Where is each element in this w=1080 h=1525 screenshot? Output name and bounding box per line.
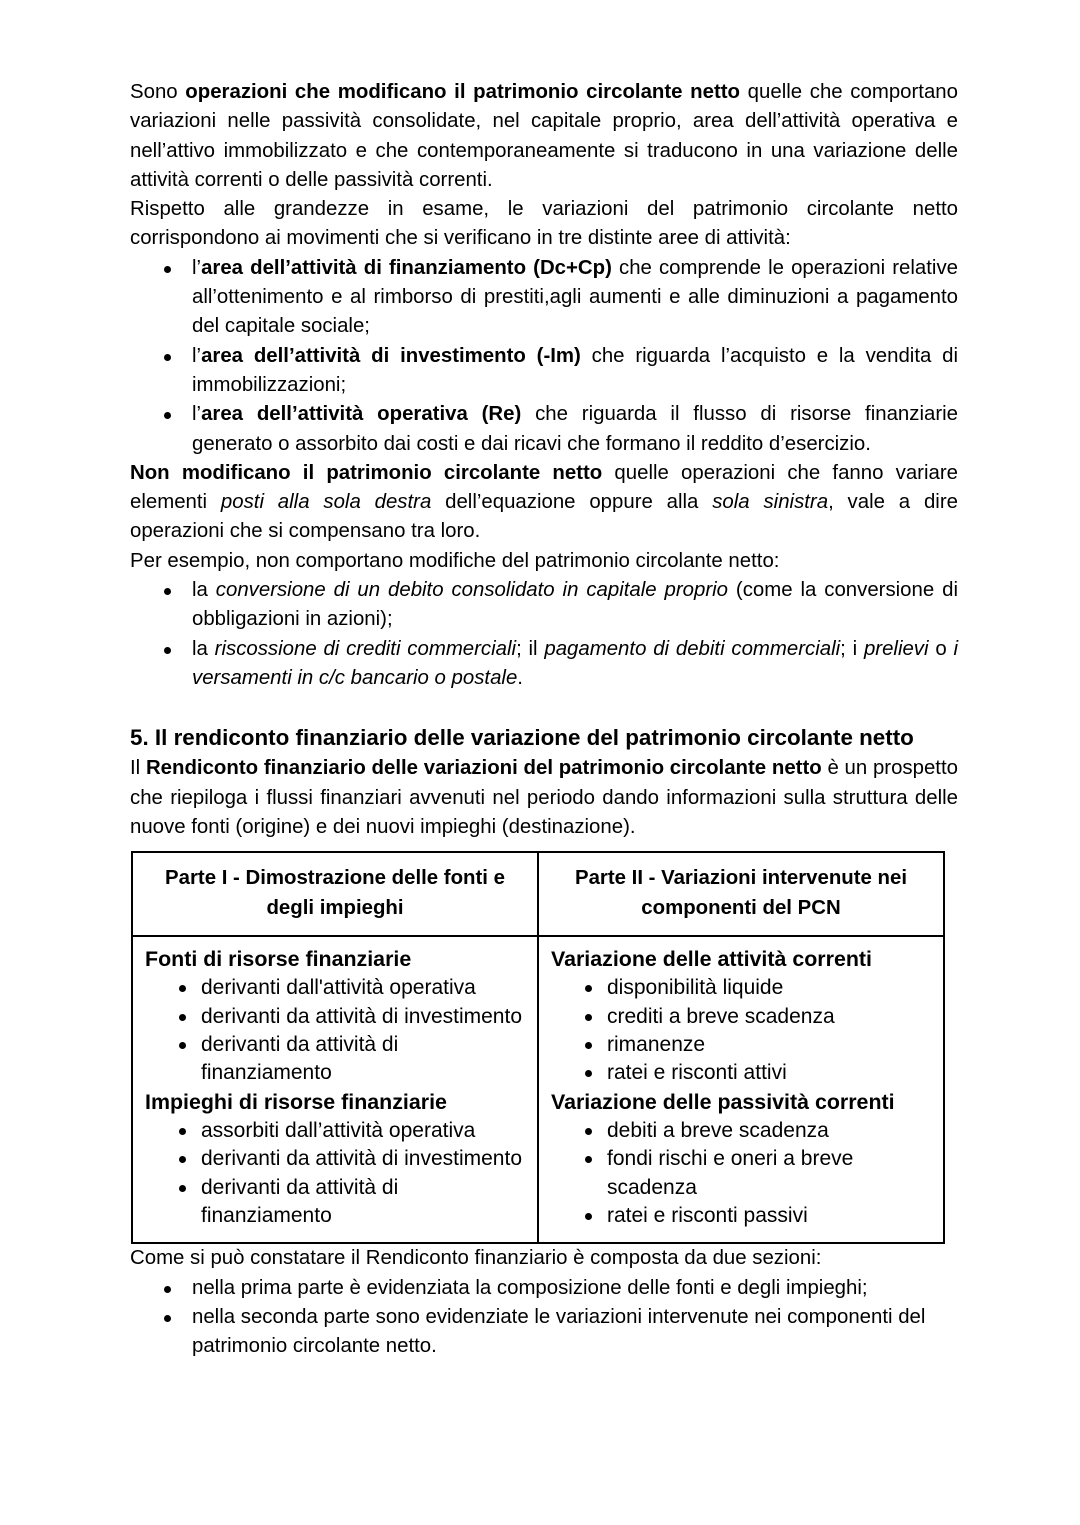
item-lead: l’ — [192, 344, 202, 367]
paragraph-seg2: dell’equazione oppure alla — [431, 491, 713, 514]
list-item: nella seconda parte sono evidenziate le variazioni intervenute nei componenti del patrimonio circolante netto. — [130, 1303, 958, 1362]
heading-number: 5. — [130, 725, 149, 751]
item-italic-prelievi: prelievi — [863, 637, 929, 660]
paragraph-lead: Sono — [130, 81, 186, 103]
paragraph-definizione-rendiconto — [130, 754, 958, 842]
list-item: derivanti dall'attività operativa — [143, 974, 527, 1002]
table-head — [132, 852, 944, 936]
paragraph-bold-term: Rendiconto finanziario delle variazioni del patrimonio circolante netto — [145, 757, 822, 780]
item-bold: area dell’attività di investimento (-Im) — [201, 344, 581, 367]
cell-group-title-fonti: Fonti di risorse finanziarie — [145, 947, 412, 972]
item-mid2: ; i — [840, 637, 864, 660]
table-cell-parte-i — [132, 936, 538, 1243]
list-item: derivanti da attività di investimento — [143, 1145, 527, 1173]
paragraph-bold-term: Non modificano il patrimonio circolante netto — [130, 461, 603, 484]
areas-list — [130, 254, 958, 459]
list-item: crediti a breve scadenza — [549, 1003, 933, 1031]
item-mid3: o — [928, 637, 954, 660]
cell-group-title-attivita-correnti: Variazione delle attività correnti — [551, 947, 872, 972]
item-mid1: ; il — [516, 637, 545, 660]
pcn-table — [131, 851, 945, 1244]
heading-text: Il rendiconto finanziario delle variazione del patrimonio circolante netto — [154, 725, 914, 751]
list-item: derivanti da attività di finanziamento — [143, 1174, 527, 1231]
item-rest: (come la conversione di obbligazioni in azioni); — [192, 579, 958, 631]
list-item: derivanti da attività di finanziamento — [143, 1031, 527, 1088]
paragraph-operazioni-modificano — [130, 78, 958, 195]
paragraph-lead: Il — [130, 757, 146, 780]
item-lead: la — [192, 579, 216, 602]
paragraph-rispetto-grandezze: Rispetto alle grandezze in esame, le variazioni del patrimonio circolante netto corrispondono ai movimenti che si verificano in tre distinte aree di attività: — [130, 198, 958, 250]
paragraph-non-modificano — [130, 459, 958, 547]
list-item — [130, 400, 958, 459]
list-item: ratei e risconti passivi — [549, 1202, 933, 1230]
conclusion-list — [130, 1274, 958, 1362]
item-rest: che comprende le operazioni relative all’ottenimento e al rimborso di prestiti,agli aumenti e alle diminuzioni a pagamento del capitale sociale; — [192, 256, 958, 338]
item-bold: area dell’attività di finanziamento (Dc+Cp) — [201, 256, 612, 279]
list-item: disponibilità liquide — [549, 974, 933, 1002]
cell-group-title-impieghi: Impieghi di risorse finanziarie — [145, 1089, 447, 1114]
item-lead: l’ — [192, 403, 202, 426]
list-item — [130, 635, 958, 694]
table-header-parte-i: Parte I - Dimostrazione delle fonti e degli impieghi — [132, 852, 538, 936]
paragraph-per-esempio: Per esempio, non comportano modifiche del patrimonio circolante netto: — [130, 549, 780, 572]
list-item: ratei e risconti attivi — [549, 1059, 933, 1087]
item-lead: l’ — [192, 256, 202, 279]
paragraph-italic-sinistra: sola sinistra — [712, 491, 829, 514]
list-item: fondi rischi e oneri a breve scadenza — [549, 1145, 933, 1202]
table-header-row — [132, 852, 944, 936]
paragraph-seg3: , vale a dire operazioni che si compensano tra loro. — [130, 491, 958, 543]
item-rest: che riguarda il flusso di risorse finanziarie generato o assorbito dai costi e dai ricavi che formano il reddito d’esercizio. — [192, 403, 959, 455]
item-italic-pagamento: pagamento di debiti commerciali — [544, 637, 841, 660]
list-item — [130, 576, 958, 635]
paragraph-bold-term: operazioni che modificano il patrimonio circolante netto — [185, 81, 740, 103]
list-item — [130, 342, 958, 401]
passivita-correnti-list — [549, 1117, 933, 1231]
item-italic: conversione di un debito consolidato in capitale proprio — [215, 579, 728, 602]
cell-group-title-passivita-correnti: Variazione delle passività correnti — [551, 1089, 895, 1114]
item-rest: che riguarda l’acquisto e la vendita di immobilizzazioni; — [192, 344, 959, 396]
list-item — [130, 254, 958, 342]
list-item: nella prima parte è evidenziata la composizione delle fonti e degli impieghi; — [130, 1274, 958, 1303]
impieghi-list — [143, 1117, 527, 1231]
item-lead: la — [192, 637, 215, 660]
paragraph-seg1: quelle operazioni che fanno variare elementi — [130, 461, 958, 514]
paragraph-italic-destra: posti alla sola destra — [220, 491, 432, 514]
table-header-parte-ii: Parte II - Variazioni intervenute nei componenti del PCN — [538, 852, 944, 936]
list-item: derivanti da attività di investimento — [143, 1003, 527, 1031]
table-cell-parte-ii — [538, 936, 944, 1243]
table-row — [132, 936, 944, 1243]
item-italic-riscossione: riscossione di crediti commerciali — [214, 637, 517, 660]
list-item: debiti a breve scadenza — [549, 1117, 933, 1145]
fonti-list — [143, 974, 527, 1088]
table-body — [132, 936, 944, 1243]
item-tail: . — [517, 666, 523, 689]
paragraph-conclusione: Come si può constatare il Rendiconto finanziario è composta da due sezioni: — [130, 1247, 822, 1270]
item-bold: area dell’attività operativa (Re) — [201, 403, 522, 426]
attivita-correnti-list — [549, 974, 933, 1088]
list-item: assorbiti dall’attività operativa — [143, 1117, 527, 1145]
paragraph-rest: è un prospetto che riepiloga i flussi finanziari avvenuti nel periodo dando informazioni sulla struttura delle nuove fonti (origine) e dei nuovi impieghi (destinazione). — [130, 757, 958, 838]
list-item: rimanenze — [549, 1031, 933, 1059]
page-title — [130, 721, 958, 754]
item-italic-versamenti: i versamenti in c/c bancario o postale — [192, 637, 958, 689]
paragraph-rest: quelle che comportano variazioni nelle passività consolidate, nel capitale proprio, area dell’attività operativa e nell’attivo immobilizzato e che contemporaneamente si traducono in una variazione delle attività correnti o delle passività correnti. — [130, 81, 958, 191]
examples-list — [130, 576, 958, 693]
